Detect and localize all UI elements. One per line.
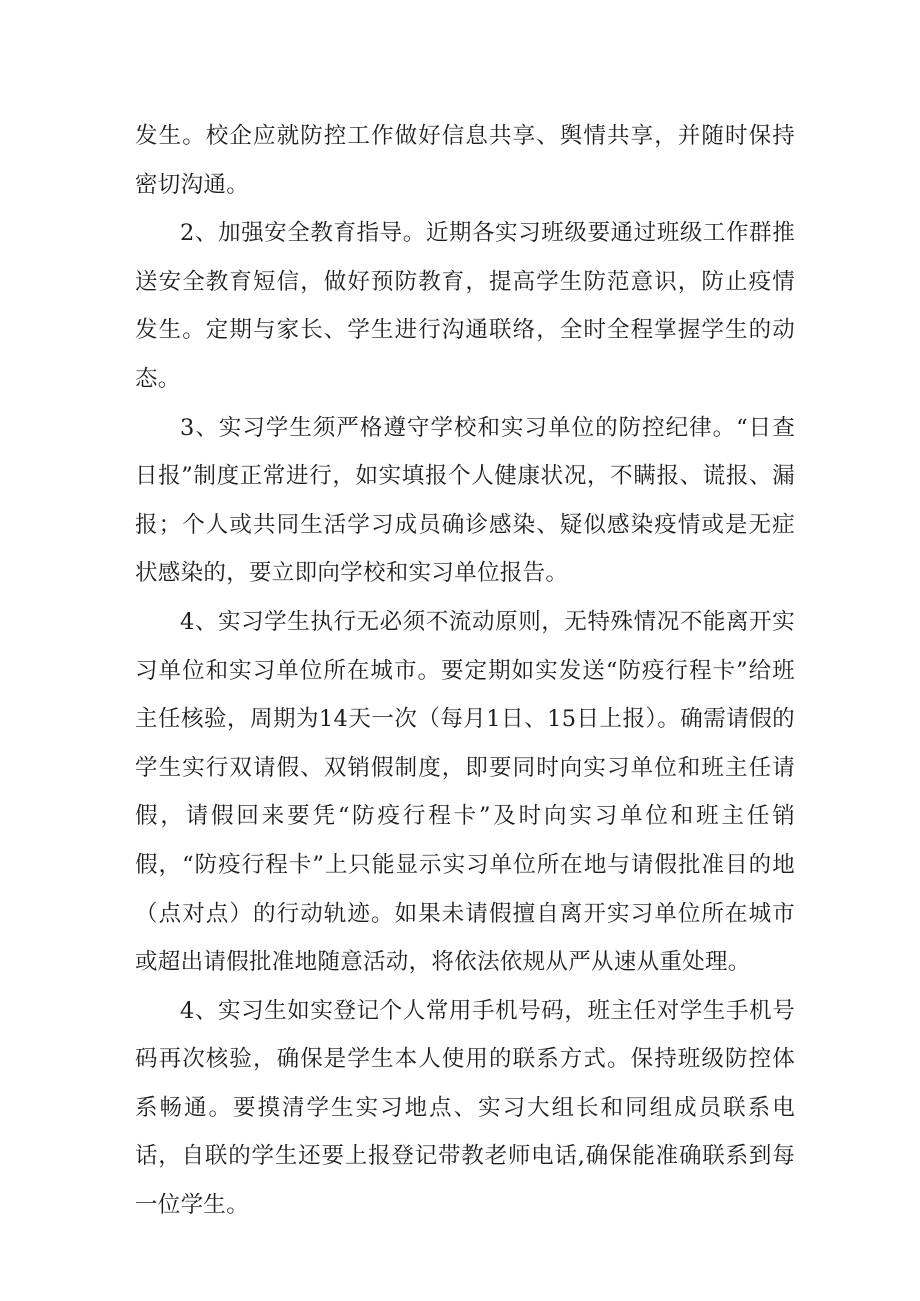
document-body <box>135 112 795 1230</box>
paragraph-contact-registration: 4、实习生如实登记个人常用手机号码，班主任对学生手机号码再次核验，确保是学生本人使用的联系方式。保持班级防控体系畅通。要摸清学生实习地点、实习大组长和同组成员联系电话，自联的学生还要上报登记带教老师电话,确保能准确联系到每一位学生。 <box>135 997 795 1219</box>
paragraph-safety-education: 2、加强安全教育指导。近期各实习班级要通过班级工作群推送安全教育短信，做好预防教育，提高学生防范意识，防止疫情发生。定期与家长、学生进行沟通联络，全时全程掌握学生的动态。 <box>135 220 795 392</box>
paragraph-mobility-leave: 4、实习学生执行无必须不流动原则，无特殊情况不能离开实习单位和实习单位所在城市。要定期如实发送“防疫行程卡”给班主任核验，周期为14天一次（每月1日、15日上报）。确需请假的学生实行双请假、双销假制度，即要同时向实习单位和班主任请假，请假回来要凭“防疫行程卡”及时向实习单位和班主任销假，“防疫行程卡”上只能显示实习单位所在地与请假批准目的地（点对点）的行动轨迹。如果未请假擅自离开实习单位所在城市或超出请假批准地随意活动，将依法依规从严从速从重处理。 <box>135 608 795 976</box>
paragraph-discipline: 3、实习学生须严格遵守学校和实习单位的防控纪律。“日查日报”制度正常进行，如实填报个人健康状况，不瞒报、谎报、漏报；个人或共同生活学习成员确诊感染、疑似感染疫情或是无症状感染的，要立即向学校和实习单位报告。 <box>135 414 795 587</box>
paragraph-continuation: 发生。校企应就防控工作做好信息共享、舆情共享，并随时保持密切沟通。 <box>135 123 795 198</box>
